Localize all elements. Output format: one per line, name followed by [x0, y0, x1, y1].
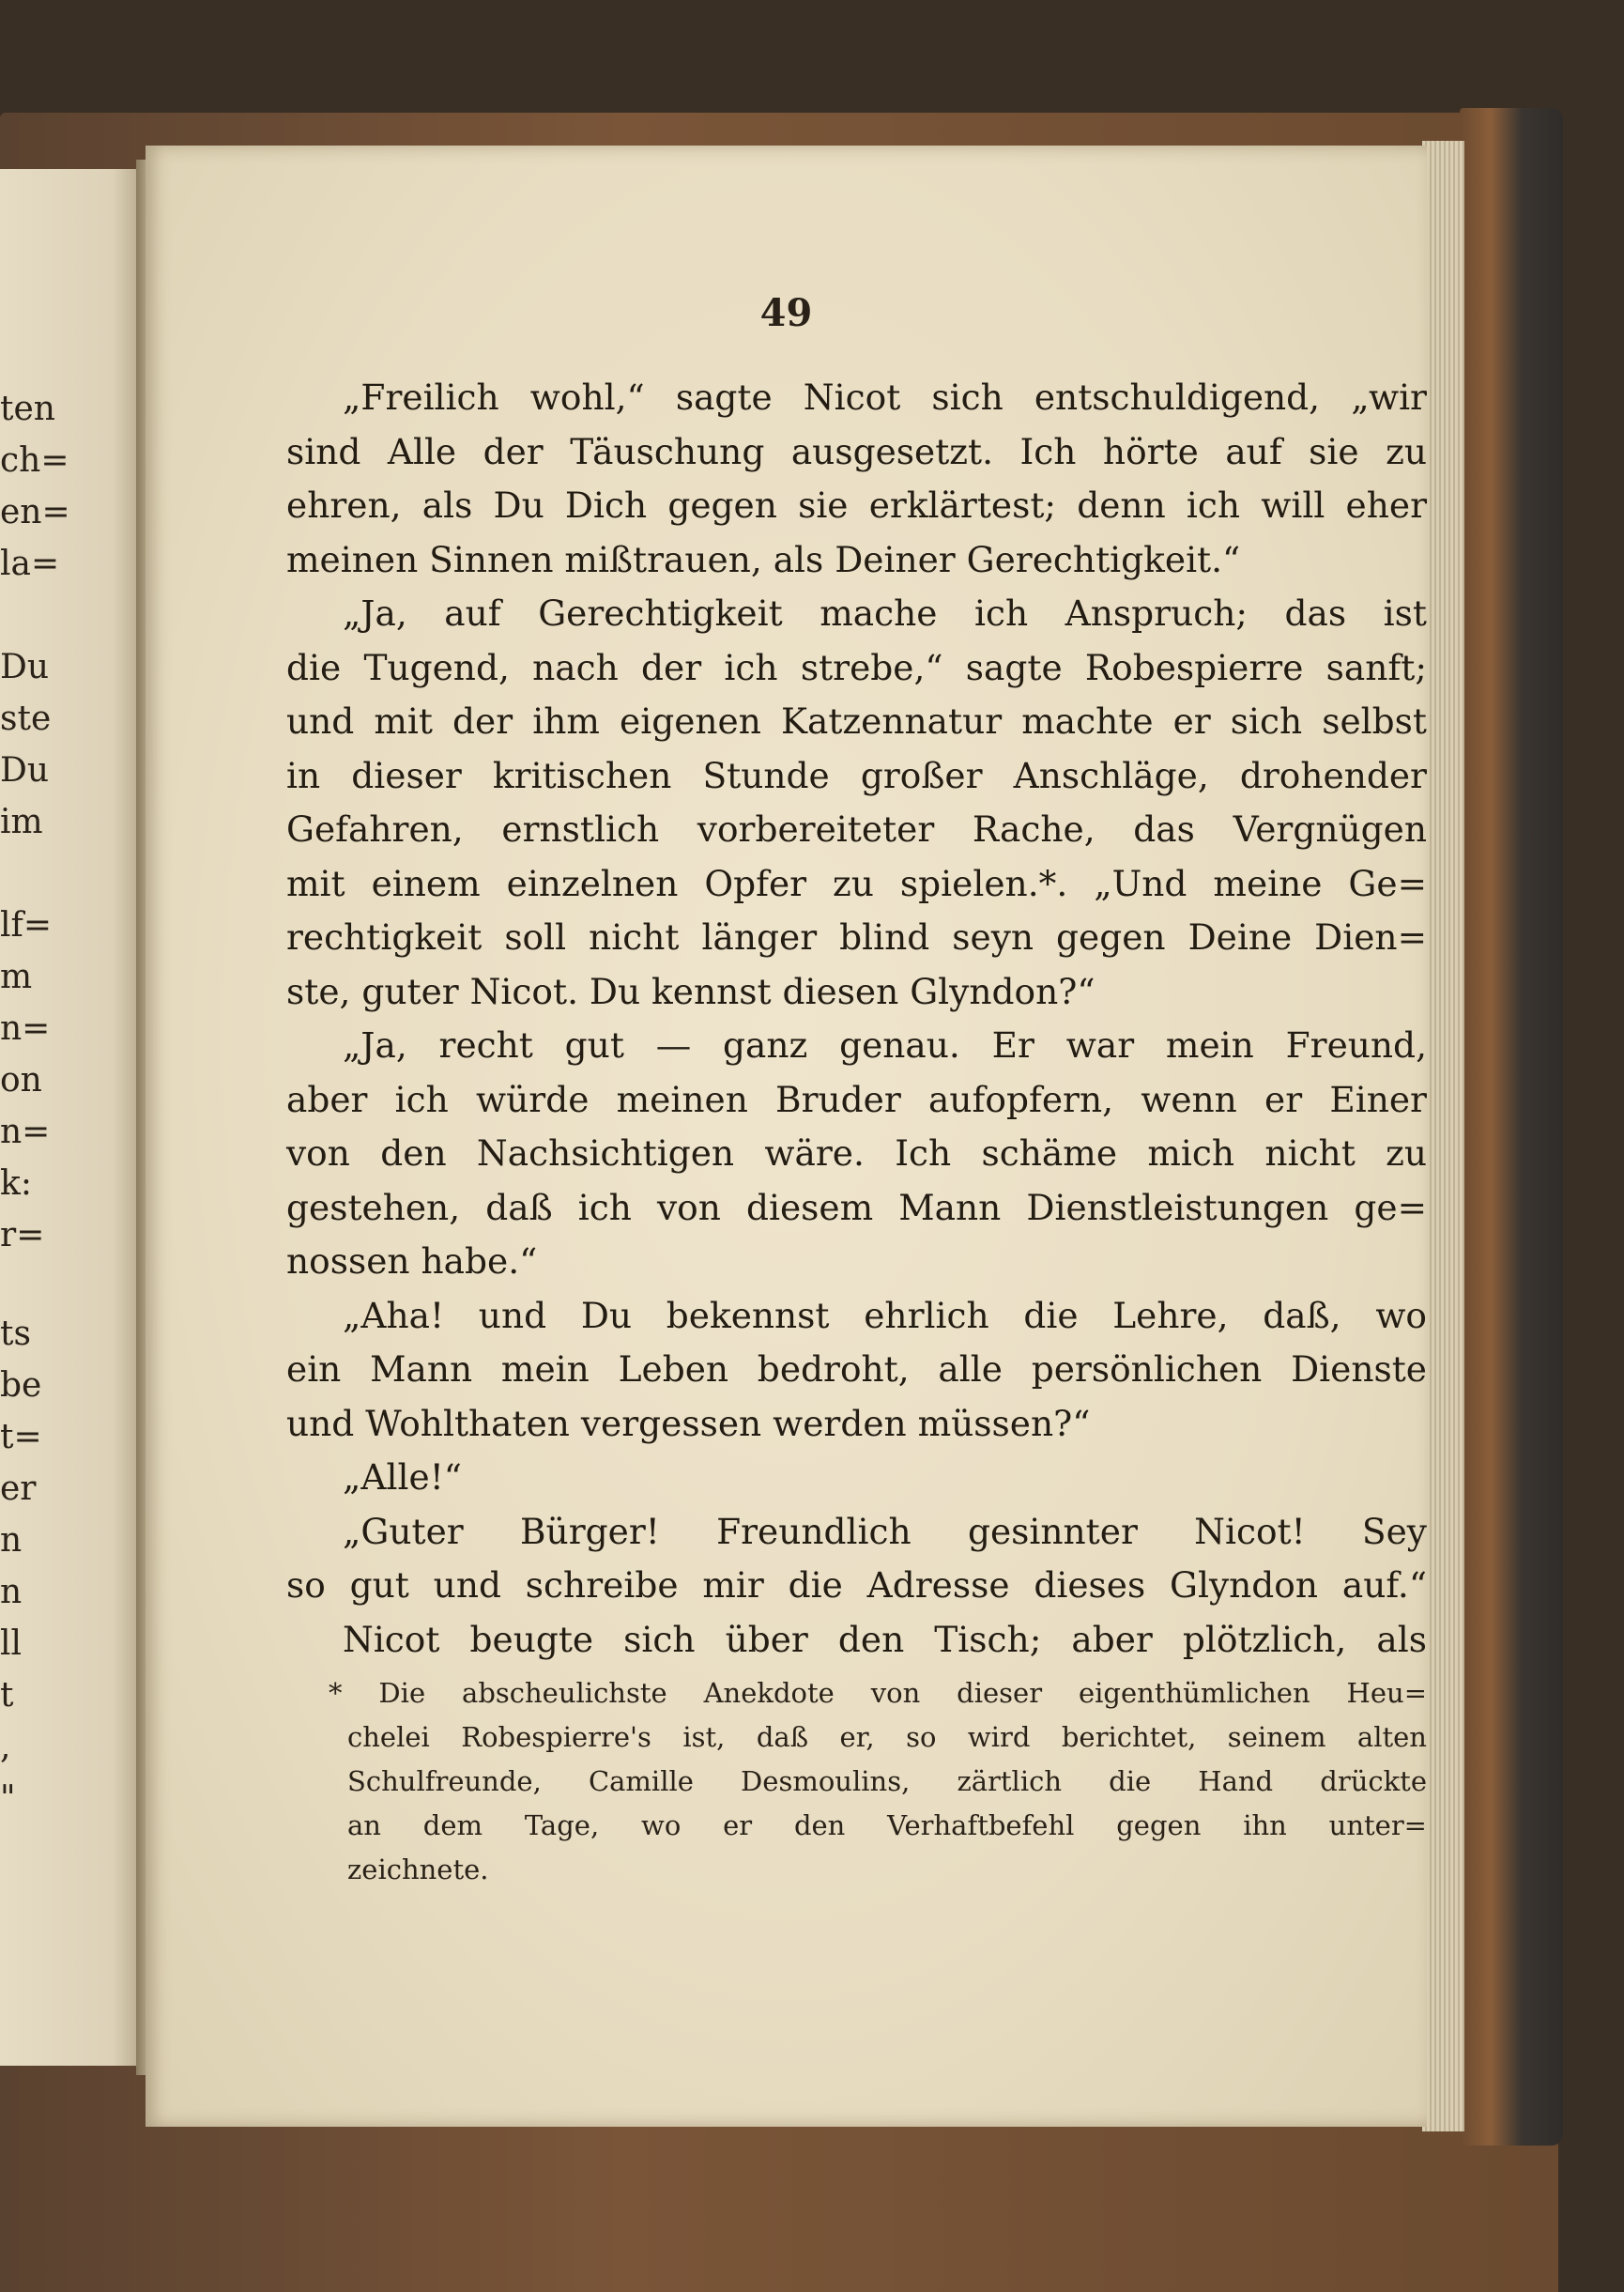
left-fragment: t: [0, 1676, 14, 1715]
left-fragment: n=: [0, 1009, 51, 1048]
text-line: „Ja, auf Gerechtigkeit mache ich Anspruch; das ist: [343, 592, 1427, 634]
left-fragment: en=: [0, 493, 70, 531]
text-line: sind Alle der Täuschung ausgesetzt. Ich hörte auf sie zu: [286, 430, 1427, 472]
left-fragment: er: [0, 1469, 37, 1508]
left-fragment: im: [0, 803, 43, 841]
text-line: ste, guter Nicot. Du kennst diesen Glyndon?“: [286, 970, 1095, 1012]
text-line: in dieser kritischen Stunde großer Anschläge, drohender: [286, 754, 1427, 796]
left-fragment: r=: [0, 1216, 45, 1254]
page-number: 49: [759, 291, 813, 335]
left-fragment: ts: [0, 1315, 31, 1353]
book-spine-edge: [1460, 108, 1563, 2146]
footnote-line: * Die abscheulichste Anekdote von dieser eigenthümlichen Heu=: [329, 1677, 1427, 1709]
footnote: [329, 1671, 1427, 1892]
body-text: [286, 371, 1427, 1667]
text-line: mit einem einzelnen Opfer zu spielen.*. „Und meine Ge=: [286, 862, 1427, 904]
left-fragment: t=: [0, 1418, 42, 1456]
text-line: und mit der ihm eigenen Katzennatur machte er sich selbst: [286, 700, 1427, 742]
left-fragment: Du: [0, 751, 50, 790]
left-fragment: Du: [0, 648, 50, 686]
left-fragment: ste: [0, 700, 52, 738]
left-fragment: lf=: [0, 906, 53, 945]
left-page: [0, 169, 141, 2066]
text-line: die Tugend, nach der ich strebe,“ sagte Robespierre sanft;: [286, 646, 1427, 688]
footnote-line: an dem Tage, wo er den Verhaftbefehl gegen ihn unter=: [347, 1809, 1427, 1841]
text-line: und Wohlthaten vergessen werden müssen?“: [286, 1402, 1091, 1444]
left-fragment: n=: [0, 1113, 51, 1151]
text-line: nossen habe.“: [286, 1240, 538, 1282]
left-fragment: ll: [0, 1624, 23, 1663]
text-line: von den Nachsichtigen wäre. Ich schäme mich nicht zu: [286, 1132, 1427, 1174]
right-page: [146, 146, 1427, 2127]
text-line: Gefahren, ernstlich vorbereiteter Rache, das Vergnügen: [286, 808, 1427, 850]
left-fragment: m: [0, 958, 33, 996]
left-fragment: k:: [0, 1164, 32, 1203]
footnote-line: zeichnete.: [347, 1854, 489, 1885]
text-line: ehren, als Du Dich gegen sie erklärtest; denn ich will eher: [286, 485, 1427, 526]
left-fragment: ch=: [0, 441, 69, 480]
left-fragment: on: [0, 1061, 42, 1100]
text-line: „Aha! und Du bekennst ehrlich die Lehre, daß, wo: [343, 1294, 1427, 1336]
text-line: aber ich würde meinen Bruder aufopfern, wenn er Einer: [286, 1078, 1427, 1120]
page-edges: [1422, 141, 1464, 2131]
text-line: rechtigkeit soll nicht länger blind seyn gegen Deine Dien=: [286, 916, 1427, 958]
left-fragment: ten: [0, 390, 55, 428]
text-line: so gut und schreibe mir die Adresse dieses Glyndon auf.“: [286, 1564, 1427, 1606]
left-fragment: la=: [0, 545, 60, 583]
left-fragment: n: [0, 1521, 23, 1560]
text-line: „Alle!“: [343, 1456, 462, 1498]
left-fragment: ": [0, 1779, 16, 1818]
text-line: gestehen, daß ich von diesem Mann Dienstleistungen ge=: [286, 1186, 1427, 1228]
text-line: meinen Sinnen mißtrauen, als Deiner Gerechtigkeit.“: [286, 538, 1241, 580]
footnote-line: Schulfreunde, Camille Desmoulins, zärtlich die Hand drückte: [347, 1765, 1427, 1797]
text-line: ein Mann mein Leben bedroht, alle persönlichen Dienste: [286, 1348, 1427, 1390]
left-fragment: n: [0, 1573, 23, 1611]
left-fragment: be: [0, 1366, 42, 1405]
left-fragment: ,: [0, 1728, 11, 1766]
footnote-line: chelei Robespierre's ist, daß er, so wird berichtet, seinem alten: [347, 1721, 1427, 1753]
text-line: „Guter Bürger! Freundlich gesinnter Nicot! Sey: [343, 1510, 1427, 1552]
text-line: „Freilich wohl,“ sagte Nicot sich entschuldigend, „wir: [343, 377, 1427, 418]
text-line: „Ja, recht gut — ganz genau. Er war mein Freund,: [343, 1024, 1427, 1066]
text-line: Nicot beugte sich über den Tisch; aber plötzlich, als: [343, 1618, 1427, 1660]
